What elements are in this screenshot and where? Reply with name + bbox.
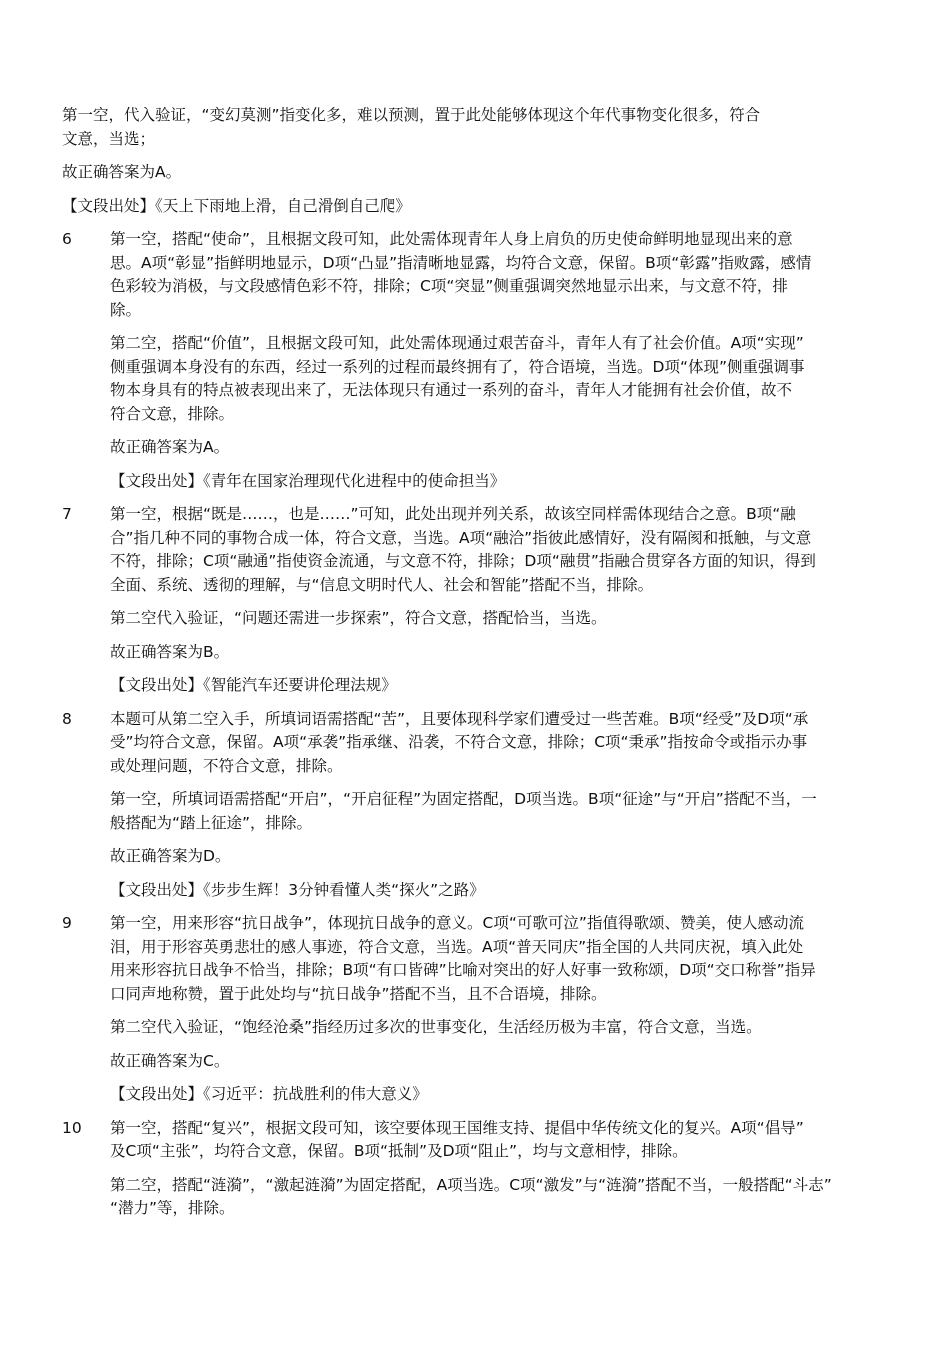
text-line: 第一空，所填词语需搭配“开启”，“开启征程”为固定搭配，D项当选。B项“征途”与“开启”搭配不当，一 [110,790,817,808]
text-line: 泪，用于形容英勇悲壮的感人事迹，符合文意，当选。A项“普天同庆”指全国的人共同庆祝，填入此处 [110,937,804,956]
explanation-paragraph [110,879,862,903]
explanation-paragraph [110,1050,862,1074]
text-line: 【文段出处】《步步生辉！3分钟看懂人类“探火”之路》 [110,880,485,899]
text-line: 受”均符合文意，保留。A项“承袭”指承继、沿袭，不符合文意，排除；C项“秉承”指按命令或指示办事 [110,733,808,751]
explanation-paragraph [110,1016,862,1040]
text-line: 符合文意，排除。 [110,404,235,423]
text-line: 或处理问题，不符合文意，排除。 [110,756,343,775]
text-line: 第二空，搭配“价值”，且根据文段可知，此处需体现通过艰苦奋斗，青年人有了社会价值。A项“实现” [110,334,804,352]
explanation-paragraph [110,708,862,779]
text-line: 不符，排除；C项“融通”指使资金流通，与文意不符，排除；D项“融贯”指融合贯穿各方面的知识，得到 [110,552,816,570]
text-line: 故正确答案为C。 [110,1051,230,1070]
text-line: 文意，当选； [62,129,156,148]
question-item [62,708,862,903]
text-line: 第一空，搭配“复兴”，根据文段可知，该空要体现王国维支持、提倡中华传统文化的复兴。A项“倡导” [110,1118,804,1137]
text-line: 【文段出处】《习近平：抗战胜利的伟大意义》 [110,1085,428,1103]
question-item [62,228,862,493]
explanation-paragraph [110,436,862,460]
question-number: 6 [62,230,72,248]
text-line: 第二空代入验证，“问题还需进一步探索”，符合文意，搭配恰当，当选。 [110,609,607,627]
text-line: 般搭配为“踏上征途”，排除。 [110,813,313,832]
text-line: 本题可从第二空入手，所填词语需搭配“苦”，且要体现科学家们遭受过一些苦难。B项“经受”及D项“承 [110,709,809,728]
explanation-paragraph [110,788,862,835]
text-line: 第二空，搭配“涟漪”，“激起涟漪”为固定搭配，A项当选。C项“激发”与“涟漪”搭配不当，一般搭配“斗志” [110,1175,832,1194]
explanation-paragraph [110,332,862,426]
explanation-paragraph [110,503,862,597]
text-line: 【文段出处】《青年在国家治理现代化进程中的使命担当》 [110,471,506,490]
text-line: 物本身具有的特点被表现出来了，无法体现只有通过一系列的奋斗，青年人才能拥有社会价值，故不 [110,381,793,399]
text-line: 故正确答案为B。 [110,642,230,661]
text-line: 口同声地称赞，置于此处均与“抗日战争”搭配不当，且不合语境，排除。 [110,984,607,1003]
explanation-paragraph [110,1083,862,1107]
explanation-paragraph [110,845,862,869]
question-list [62,228,862,1221]
explanation-paragraph [110,1174,862,1221]
question-number: 10 [62,1118,82,1137]
text-line: 合”指几种不同的事物合成一体，符合文意，当选。A项“融洽”指彼此感情好，没有隔阂和抵触，与文意 [110,528,812,547]
question-number: 8 [62,709,72,728]
explanation-paragraph [110,470,862,494]
text-line: 侧重强调本身没有的东西，经过一系列的过程而最终拥有了，符合语境，当选。D项“体现”侧重强调事 [110,357,805,376]
explanation-paragraph [110,674,862,698]
explanation-paragraph [110,912,862,1006]
question-item [62,503,862,698]
text-line: 及C项“主张”，均符合文意，保留。B项“抵制”及D项“阻止”，均与文意相悖，排除。 [110,1142,688,1160]
text-line: 【文段出处】《智能汽车还要讲伦理法规》 [110,676,397,694]
text-line: 故正确答案为D。 [110,847,231,865]
text-line: 思。A项“彰显”指鲜明地显示，D项“凸显”指清晰地显露，均符合文意，保留。B项“彰露”指败露，感情 [110,253,812,272]
intro-answer: 故正确答案为A。 [62,163,182,181]
text-line: 第一空，搭配“使命”，且根据文段可知，此处需体现青年人身上肩负的历史使命鲜明地显现出来的意 [110,230,793,248]
text-line: 除。 [110,300,142,319]
question-number: 7 [62,505,72,523]
text-line: 全面、系统、透彻的理解，与“信息文明时代人、社会和智能”搭配不当，排除。 [110,575,654,594]
text-line: 故正确答案为A。 [110,438,230,456]
explanation-paragraph [110,228,862,322]
intro-source: 【文段出处】《天上下雨地上滑，自己滑倒自己爬》 [62,196,411,215]
text-line: 第一空，用来形容“抗日战争”，体现抗日战争的意义。C项“可歌可泣”指值得歌颂、赞美，使人感动流 [110,914,804,932]
text-line: 用来形容抗日战争不恰当，排除；B项“有口皆碑”比喻对突出的好人好事一致称颂，D项“交口称誉”指异 [110,961,816,979]
question-item [62,912,862,1107]
solution-page [62,104,862,1231]
intro-paragraph [62,104,862,151]
text-line: 第一空，代入验证，“变幻莫测”指变化多，难以预测，置于此处能够体现这个年代事物变化很多，符合 [62,106,761,124]
explanation-paragraph [110,1117,862,1164]
explanation-paragraph [110,607,862,631]
text-line: “潜力”等，排除。 [110,1199,235,1217]
question-number: 9 [62,914,72,932]
text-line: 第二空代入验证，“饱经沧桑”指经历过多次的世事变化，生活经历极为丰富，符合文意，当选。 [110,1018,762,1036]
explanation-paragraph [110,641,862,665]
text-line: 色彩较为消极，与文段感情色彩不符，排除；C项“突显”侧重强调突然地显示出来，与文意不符，排 [110,277,788,295]
text-line: 第一空，根据“既是……，也是……”可知，此处出现并列关系，故该空同样需体现结合之意。B项“融 [110,505,796,523]
question-item [62,1117,862,1221]
